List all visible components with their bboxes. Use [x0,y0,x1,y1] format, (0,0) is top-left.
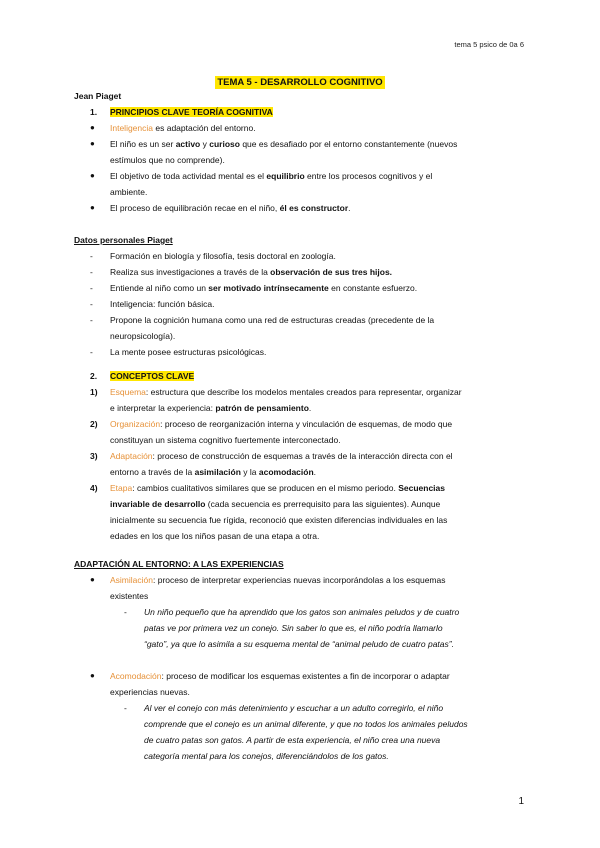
section-1-number: 1. [90,107,98,117]
text: Realiza sus investigaciones a través de la [110,267,271,277]
keyword: Acomodación [110,671,162,681]
bullet-icon: ● [90,171,95,180]
list-item [74,248,524,264]
text: edades en los que los niños pasan de una etapa a otra. [110,531,320,541]
list-item [74,344,524,360]
section-2-heading [74,368,524,384]
list-item [74,120,524,136]
section-1-title: PRINCIPIOS CLAVE TEORÍA COGNITIVA [110,107,273,117]
personal-heading: Datos personales Piaget [74,235,173,245]
item-number: 3) [90,451,98,461]
list-item [74,312,524,344]
text: . [308,403,312,413]
keyword: Esquema [110,387,146,397]
keyword: Etapa [110,483,133,493]
bold-text: ser motivado intrínsecamente [208,283,329,293]
list-item [74,572,524,604]
personal-heading-row [74,232,524,248]
bullet-icon: ● [90,123,95,132]
list-item [74,136,524,168]
text: existentes [110,591,149,601]
bold-text: él es constructor [279,203,349,213]
text: Formación en biología y filosofía, tesis doctoral en zoología. [110,251,336,261]
bold-text: Secuencias [398,483,445,493]
text: y la [240,467,259,477]
text: : proceso de construcción de esquemas a través de la interacción directa con el [152,451,453,461]
bullet-icon: ● [90,575,95,584]
text: La mente posee estructuras psicológicas. [110,347,267,357]
page-number: 1 [518,796,524,807]
example-text: “gato”, ya que lo asimila a su esquema mental de “animal peludo de cuatro patas”. [144,639,454,649]
text: El objetivo de toda actividad mental es el [110,171,267,181]
keyword: Organización [110,419,161,429]
section-principles [74,88,524,216]
bullet-icon: ● [90,671,95,680]
keyword: Adaptación [110,451,153,461]
list-item [74,668,524,700]
header-note: tema 5 psico de 0a 6 [454,40,524,49]
dash-icon: - [90,347,93,357]
bold-text: equilibrio [266,171,305,181]
text: Propone la cognición humana como una red de estructuras creadas (precedente de la [110,315,435,325]
text: inicialmente su secuencia fue rígida, reconoció que existen diferencias individuales en las [110,515,448,525]
text: y [200,139,210,149]
text: neuropsicología). [110,331,176,341]
bold-text: activo [175,139,201,149]
list-item [74,480,524,544]
text: Inteligencia: función básica. [110,299,215,309]
list-item [74,296,524,312]
bullet-icon: ● [90,203,95,212]
dash-icon: - [90,267,93,277]
list-item [74,384,524,416]
adaptation-heading-row [74,556,524,572]
text: estímulos que no comprende). [110,155,225,165]
text: . [348,203,351,213]
item-number: 1) [90,387,98,397]
section-personal-data [74,232,524,360]
dash-icon: - [90,283,93,293]
section-key-concepts [74,368,524,544]
dash-icon: - [124,703,127,713]
list-item [74,416,524,448]
section-1-heading [74,104,524,120]
text: constituyan un sistema cognitivo fuertemente interconectado. [110,435,341,445]
list-item [74,168,524,200]
text: : proceso de reorganización interna y vinculación de esquemas, de modo que [160,419,453,429]
text: : cambios cualitativos similares que se producen en el mismo periodo. [132,483,399,493]
example-item [74,700,524,764]
example-text: Al ver el conejo con más detenimiento y escuchar a un adulto corregirlo, el niño [144,703,444,713]
example-text: patas ve por primera vez un conejo. Sin saber lo que es, el niño podría llamarlo [144,623,443,633]
text: : proceso de interpretar experiencias nuevas incorporándolas a los esquemas [153,575,446,585]
text: : proceso de modificar los esquemas existentes a fin de incorporar o adaptar [161,671,450,681]
example-text: Un niño pequeño que ha aprendido que los gatos son animales peludos y de cuatro [144,607,460,617]
item-number: 4) [90,483,98,493]
bold-text: asimilación [194,467,241,477]
text: e interpretar la experiencia: [110,403,216,413]
adaptation-heading: ADAPTACIÓN AL ENTORNO: A LAS EXPERIENCIAS [74,559,284,569]
bold-text: invariable de desarrollo [110,499,206,509]
text: . [313,467,317,477]
section-2-title: CONCEPTOS CLAVE [110,371,195,381]
bullet-icon: ● [90,139,95,148]
text: que es desafiado por el entorno constantemente (nuevos [239,139,458,149]
keyword: Inteligencia [110,123,154,133]
bold-text: patrón de pensamiento [215,403,309,413]
document-title: TEMA 5 - DESARROLLO COGNITIVO [217,77,383,88]
list-item [74,448,524,480]
text: (cada secuencia es prerrequisito para las siguientes). Aunque [205,499,441,509]
text: entorno a través de la [110,467,195,477]
author-line [74,88,524,104]
section-adaptation [74,556,524,764]
example-text: de cuatro patas son gatos. A partir de esta experiencia, el niño crea una nueva [144,735,441,745]
text: El niño es un ser [110,139,176,149]
text: entre los procesos cognitivos y el [304,171,433,181]
example-item [74,604,524,652]
bold-text: curioso [209,139,240,149]
text: : estructura que describe los modelos mentales creados para representar, organizar [145,387,462,397]
text: Entiende al niño como un [110,283,209,293]
example-text: categoría mental para los conejos, diferenciándolos de los gatos. [144,751,389,761]
text: experiencias nuevas. [110,687,190,697]
item-number: 2) [90,419,98,429]
example-text: comprende que el conejo es un animal diferente, y que no todos los animales peludos [144,719,468,729]
author-name: Jean Piaget [74,91,122,101]
section-2-number: 2. [90,371,98,381]
list-item [74,200,524,216]
keyword: Asimilación [110,575,153,585]
dash-icon: - [90,299,93,309]
text: es adaptación del entorno. [153,123,256,133]
dash-icon: - [90,315,93,325]
text: El proceso de equilibración recae en el niño, [110,203,280,213]
list-item [74,280,524,296]
text: en constante esfuerzo. [328,283,418,293]
bold-text: acomodación [258,467,314,477]
bold-text: observación de sus tres hijos. [270,267,393,277]
text: ambiente. [110,187,148,197]
list-item [74,264,524,280]
dash-icon: - [90,251,93,261]
dash-icon: - [124,607,127,617]
